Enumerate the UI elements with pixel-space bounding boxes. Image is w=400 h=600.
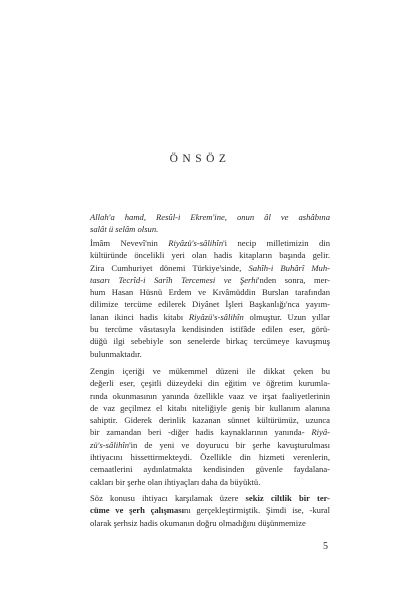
text-line [90, 211, 330, 223]
text-run: bir zamandan beri -diğer hadis kaynaklarının yanında- [90, 427, 312, 438]
text-run: Riyâzü's-sâlihîn [188, 311, 244, 322]
text-line [90, 451, 330, 463]
text-line [90, 426, 330, 438]
text-run: olmuştur. Uzun yıllar [243, 311, 330, 322]
paragraph-greeting [90, 211, 330, 236]
text-run: zü's-sâlihîn [90, 439, 130, 450]
text-run: kültüründe öncelikli yeri olan hadis kitapların başında gelir. [90, 250, 330, 261]
text-run: hum Hasan Hüsnü Erdem ve Kıvâmüddin Burslan tarafından [90, 287, 330, 298]
page-heading: ÖNSÖZ [169, 153, 231, 165]
text-line [90, 463, 330, 475]
page-number: 5 [323, 541, 328, 552]
text-run: cakları bir şerhe olan ihtiyaçları daha da büyüktü. [90, 476, 261, 487]
text-line [90, 439, 330, 451]
text-line [90, 476, 330, 488]
text-run: salât ü selâm olsun. [90, 224, 159, 235]
text-run: düğü ilgi sebebiyle son senelerde birkaç tercümeye kavuşmuş [90, 336, 330, 347]
text-run: olarak şerhsiz hadis okumanın doğru olmadığını düşünmemize [90, 517, 306, 528]
text-line [90, 414, 330, 426]
text-run: Söz konusu ihtiyacı karşılamak üzere [90, 493, 246, 503]
text-line [90, 223, 330, 235]
text-run: İmâm Nevevî'nin [90, 238, 169, 248]
text-run: 'in de yeni ve doyurucu bir şerhe kavuşturulması [129, 439, 330, 450]
text-run: Riyâ- [311, 427, 330, 438]
text-run: Allah'a hamd, Resûl-i Ekrem'ine, onun âl ve ashâbına [90, 212, 330, 222]
text-run: Sahîh-i Buhârî Muh- [248, 262, 330, 273]
text-run: ihtiyacını hissettirmekteydi. Özellikle din hizmeti verenlerin, [90, 452, 330, 463]
paragraph-content-and-need [90, 365, 330, 488]
text-line [90, 390, 330, 402]
text-run: sahiptir. Giderek derinlik kazanan sünnet kültürümüz, uzunca [90, 415, 330, 426]
text-run: Zira Cumhuriyet dönemi Türkiye'sinde, [90, 262, 249, 273]
text-line [90, 492, 330, 504]
text-run: cemaatlerini aydınlatmakta kendisinden güvenle faydalana- [90, 464, 330, 475]
text-run: tasarı Tecrîd-i Sarîh Tercemesi ve Şerhi [90, 274, 258, 285]
text-line [90, 365, 330, 377]
text-line [90, 311, 330, 323]
text-line [90, 517, 330, 529]
text-run: dilimize tercüme edilerek Diyânet İşleri Başkanlığı'nca yayım- [90, 299, 330, 310]
text-line [90, 262, 330, 274]
text-run: rında okunmasının yanında özellikle vaaz ve irşat faaliyetlerinin [90, 390, 330, 401]
text-line [90, 274, 330, 286]
text-line [90, 348, 330, 360]
text-run: Zengin içeriği ve mükemmel düzeni ile dikkat çeken bu [90, 366, 330, 376]
text-line [90, 323, 330, 335]
text-line [90, 298, 330, 310]
text-line [90, 249, 330, 261]
text-line [90, 335, 330, 347]
text-run: sekiz ciltlik bir ter- [245, 493, 330, 503]
text-line [90, 504, 330, 516]
text-run: lanan ikinci hadis kitabı [90, 311, 189, 322]
paragraph-translation-work [90, 492, 330, 529]
text-run: nı gerçekleştirmiştik. Şimdi ise, -kural [184, 505, 331, 516]
text-run: de vaz geçilmez el kitabı niteliğiyle geniş bir kullanım alanına [90, 402, 330, 413]
text-run: 'nden sonra, mer- [257, 274, 330, 285]
text-run: cüme ve şerh çalışması [90, 505, 184, 516]
text-line [90, 286, 330, 298]
text-run: değerli eser, çeşitli düzeydeki din eğitim ve öğretim kurumla- [90, 378, 330, 389]
text-run: Riyâzü's-sâlihîn [168, 238, 224, 248]
text-run: bu tercüme vâsıtasıyla kendisinden istifâde edilen eser, görü- [90, 324, 330, 335]
text-line [90, 377, 330, 389]
text-run: bulunmaktadır. [90, 348, 142, 359]
text-line [90, 237, 330, 249]
paragraph-riyazus-salihin-history [90, 237, 330, 360]
text-run: 'i necip milletimizin din [223, 238, 330, 248]
text-line [90, 402, 330, 414]
